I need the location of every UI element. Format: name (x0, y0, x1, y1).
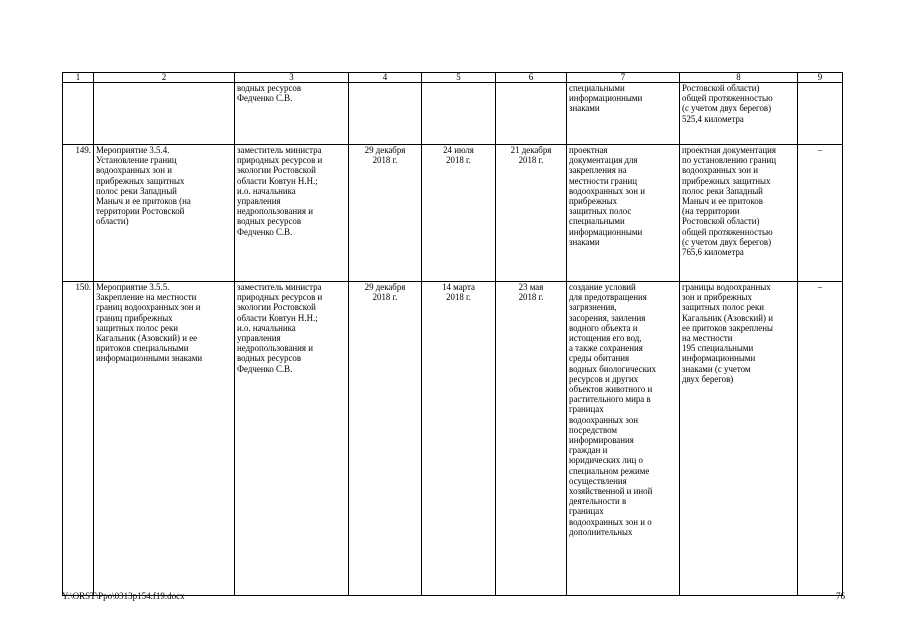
column-number: 3 (235, 73, 349, 83)
actual-start-date (422, 83, 496, 145)
achieved-result: проектная документация по установлению границ водоохранных зон и прибрежных защитных полос реки Западный Маныч и ее притоков (на территории Ростовской области) общей протяженностью (с учетом двух берегов) 765,6 километра (680, 145, 798, 282)
event-name (94, 83, 235, 145)
column-number: 9 (798, 73, 843, 83)
event-name: Мероприятие 3.5.4. Установление границ водоохранных зон и прибрежных защитных полос реки Западный Маныч и ее притоков (на территории Ростовской области) (94, 145, 235, 282)
column-number: 1 (63, 73, 94, 83)
actual-start-date: 24 июля 2018 г. (422, 145, 496, 282)
achieved-result: границы водоохранных зон и прибрежных защитных полос реки Кагальник (Азовский) и ее притоков закреплены на местности 195 специальными информационными знаками (с учетом двух берегов) (680, 282, 798, 596)
table-row (63, 83, 843, 145)
column-number: 5 (422, 73, 496, 83)
expected-result: проектная документация для закрепления на местности границ водоохранных зон и прибрежных защитных полос специальными информационными знаками (567, 145, 680, 282)
expected-result: специальными информационными знаками (567, 83, 680, 145)
event-name: Мероприятие 3.5.5. Закрепление на местности границ водоохранных зон и границ прибрежных защитных полос реки Кагальник (Азовский) и ее притоков специальными информационными знаками (94, 282, 235, 596)
actual-end-date: 23 мая 2018 г. (496, 282, 567, 596)
planned-date (349, 83, 422, 145)
column-number: 2 (94, 73, 235, 83)
achieved-result: Ростовской области) общей протяженностью (с учетом двух берегов) 525,4 километра (680, 83, 798, 145)
note (798, 83, 843, 145)
responsible-executor: заместитель министра природных ресурсов и экологии Ростовской области Ковтун Н.Н.; и.о. начальника управления недропользования и водных ресурсов Федченко С.В. (235, 282, 349, 596)
responsible-executor: водных ресурсов Федченко С.В. (235, 83, 349, 145)
planned-date: 29 декабря 2018 г. (349, 145, 422, 282)
actual-end-date (496, 83, 567, 145)
note: – (798, 145, 843, 282)
column-number: 6 (496, 73, 567, 83)
page-number: 76 (836, 591, 845, 601)
row-number: 150. (63, 282, 94, 596)
row-number (63, 83, 94, 145)
actual-end-date: 21 декабря 2018 г. (496, 145, 567, 282)
note: – (798, 282, 843, 596)
column-number: 7 (567, 73, 680, 83)
actual-start-date: 14 марта 2018 г. (422, 282, 496, 596)
column-number: 4 (349, 73, 422, 83)
table-row (63, 282, 843, 596)
column-number: 8 (680, 73, 798, 83)
events-table (62, 72, 843, 596)
footer-file-path: Y:\ORST\Ppo\0313p154.f19.docx (62, 591, 185, 601)
responsible-executor: заместитель министра природных ресурсов и экологии Ростовской области Ковтун Н.Н.; и.о. начальника управления недропользования и водных ресурсов Федченко С.В. (235, 145, 349, 282)
planned-date: 29 декабря 2018 г. (349, 282, 422, 596)
column-number-row (63, 73, 843, 83)
row-number: 149. (63, 145, 94, 282)
expected-result: создание условий для предотвращения загрязнения, засорения, заиления водного объекта и истощения его вод, а также сохранения среды обитания водных биологических ресурсов и других объектов животного и растительного мира в границах водоохранных зон посредством информирования граждан и юридических лиц о специальном режиме осуществления хозяйственной и иной деятельности в границах водоохранных зон и о дополнительных (567, 282, 680, 596)
table-row (63, 145, 843, 282)
